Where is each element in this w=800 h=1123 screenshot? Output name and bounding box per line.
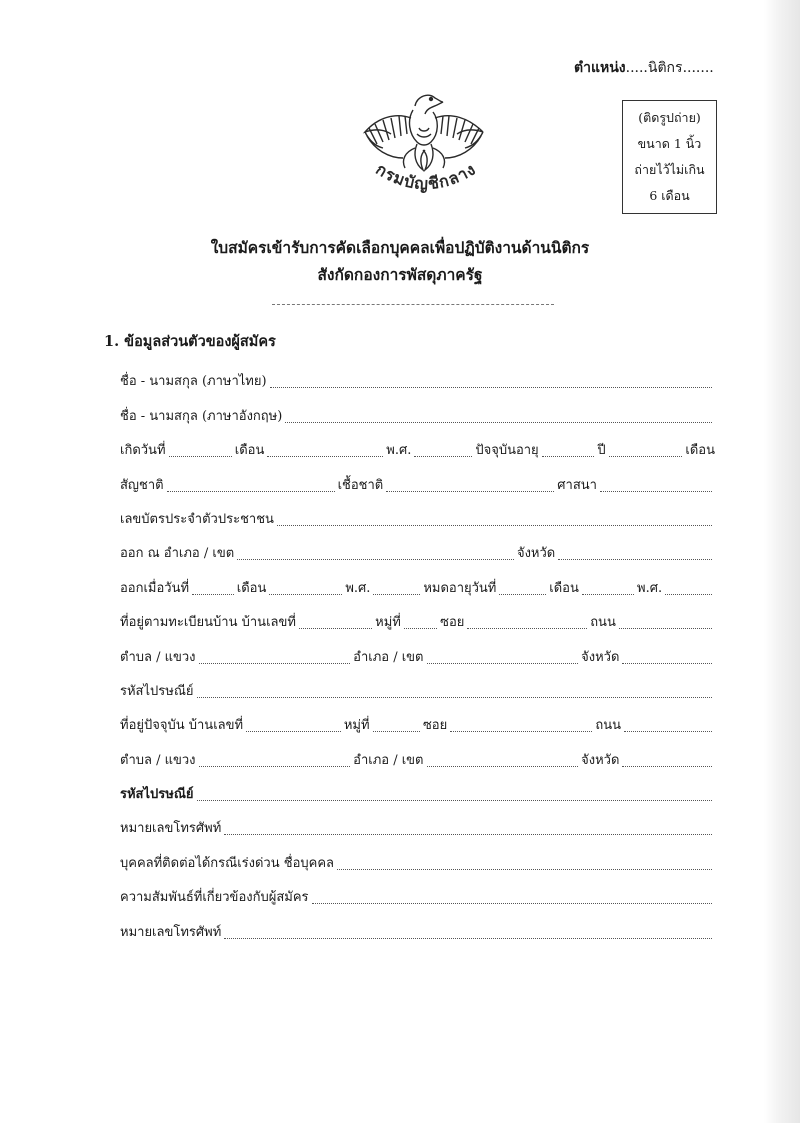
fill-in-blank[interactable] — [624, 731, 712, 732]
field-label: ออกเมื่อวันที่ — [120, 580, 190, 596]
field-label: ศาสนา — [557, 477, 597, 493]
fill-in-blank[interactable] — [267, 456, 383, 457]
field-label: ความสัมพันธ์ที่เกี่ยวข้องกับผู้สมัคร — [120, 890, 309, 906]
fill-in-blank[interactable] — [285, 422, 712, 423]
form-row — [120, 437, 715, 471]
title-divider — [272, 304, 554, 305]
photo-box — [622, 100, 717, 214]
field-label: พ.ศ. — [345, 580, 371, 596]
form-row — [120, 746, 715, 780]
field-label: พ.ศ. — [637, 580, 663, 596]
field-label: ซอย — [440, 615, 465, 631]
fill-in-blank[interactable] — [619, 628, 712, 629]
field-label: ถนน — [595, 718, 621, 734]
form-row — [120, 884, 715, 918]
section-heading: 1. ข้อมูลส่วนตัวของผู้สมัคร — [104, 333, 276, 350]
field-label: รหัสไปรษณีย์ — [120, 787, 194, 803]
form-row — [120, 506, 715, 540]
field-label: ที่อยู่ตามทะเบียนบ้าน บ้านเลขที่ — [120, 615, 296, 631]
field-label: เกิดวันที่ — [120, 443, 166, 459]
form-row — [120, 574, 715, 608]
fill-in-blank[interactable] — [167, 491, 335, 492]
fill-in-blank[interactable] — [450, 731, 592, 732]
form-row — [120, 402, 715, 436]
fill-in-blank[interactable] — [197, 697, 712, 698]
fill-in-blank[interactable] — [373, 594, 420, 595]
field-label: อำเภอ / เขต — [353, 649, 424, 665]
form-subtitle: สังกัดกองการพัสดุภาครัฐ — [317, 265, 483, 284]
field-label: พ.ศ. — [386, 443, 412, 459]
field-label: ออก ณ อำเภอ / เขต — [120, 546, 235, 562]
fill-in-blank[interactable] — [582, 594, 634, 595]
fill-in-blank[interactable] — [467, 628, 587, 629]
fill-in-blank[interactable] — [665, 594, 712, 595]
form-row — [120, 678, 715, 712]
fill-in-blank[interactable] — [197, 800, 712, 801]
field-label: เดือน — [549, 580, 579, 596]
fill-in-blank[interactable] — [269, 594, 342, 595]
field-label: เชื้อชาติ — [337, 477, 384, 493]
page-edge-shadow — [764, 0, 800, 1123]
field-label: รหัสไปรษณีย์ — [120, 683, 194, 699]
field-label: หมายเลขโทรศัพท์ — [120, 821, 222, 837]
fill-in-blank[interactable] — [622, 766, 712, 767]
form-row — [120, 368, 715, 402]
field-label: ชื่อ - นามสกุล (ภาษาอังกฤษ) — [120, 408, 283, 424]
field-label: เดือน — [234, 443, 265, 459]
fill-in-blank[interactable] — [169, 456, 232, 457]
fill-in-blank[interactable] — [199, 663, 351, 664]
fill-in-blank[interactable] — [427, 766, 579, 767]
fill-in-blank[interactable] — [270, 387, 712, 388]
field-label: เดือน — [685, 443, 715, 459]
form-row — [120, 918, 715, 952]
fill-in-blank[interactable] — [337, 869, 712, 870]
field-label: บุคคลที่ติดต่อได้กรณีเร่งด่วน ชื่อบุคคล — [120, 855, 334, 871]
garuda-seal-logo — [355, 88, 495, 208]
field-label: หมู่ที่ — [375, 615, 401, 631]
form-row — [120, 815, 715, 849]
field-label: ตำบล / แขวง — [120, 649, 196, 665]
position-value: นิติกร — [647, 60, 683, 76]
photo-box-line: (ติดรูปถ่าย) — [638, 110, 701, 125]
field-label: ตำบล / แขวง — [120, 752, 196, 768]
fill-in-blank[interactable] — [312, 903, 712, 904]
field-label: เดือน — [236, 580, 267, 596]
field-label: เลขบัตรประจำตัวประชาชน — [120, 511, 274, 527]
field-label: จังหวัด — [516, 546, 556, 562]
personal-info-fields — [120, 368, 715, 953]
fill-in-blank[interactable] — [299, 628, 372, 629]
fill-in-blank[interactable] — [246, 731, 341, 732]
fill-in-blank[interactable] — [427, 663, 579, 664]
fill-in-blank[interactable] — [199, 766, 351, 767]
position-line: ตำแหน่ง.....นิติกร....... — [574, 60, 714, 76]
field-label: ที่อยู่ปัจจุบัน บ้านเลขที่ — [120, 718, 244, 734]
form-title: ใบสมัครเข้ารับการคัดเลือกบุคคลเพื่อปฏิบัติงานด้านนิติกร — [210, 238, 590, 257]
field-label: ซอย — [422, 718, 448, 734]
fill-in-blank[interactable] — [600, 491, 712, 492]
fill-in-blank[interactable] — [277, 525, 712, 526]
form-row — [120, 609, 715, 643]
seal-text: กรมบัญชีกลาง — [372, 160, 480, 194]
form-row — [120, 849, 715, 883]
form-row — [120, 471, 715, 505]
field-label: จังหวัด — [581, 649, 620, 665]
fill-in-blank[interactable] — [237, 559, 514, 560]
fill-in-blank[interactable] — [609, 456, 683, 457]
form-row — [120, 712, 715, 746]
form-row — [120, 540, 715, 574]
field-label: ถนน — [590, 615, 616, 631]
fill-in-blank[interactable] — [192, 594, 234, 595]
fill-in-blank[interactable] — [224, 938, 712, 939]
fill-in-blank[interactable] — [542, 456, 595, 457]
photo-box-line: 6 เดือน — [649, 188, 690, 203]
fill-in-blank[interactable] — [622, 663, 712, 664]
field-label: หมายเลขโทรศัพท์ — [120, 924, 222, 940]
fill-in-blank[interactable] — [224, 834, 712, 835]
field-label: หมดอายุวันที่ — [423, 580, 497, 596]
fill-in-blank[interactable] — [414, 456, 472, 457]
fill-in-blank[interactable] — [499, 594, 546, 595]
fill-in-blank[interactable] — [404, 628, 437, 629]
fill-in-blank[interactable] — [558, 559, 712, 560]
form-row — [120, 781, 715, 815]
position-label: ตำแหน่ง — [574, 60, 626, 76]
fill-in-blank[interactable] — [373, 731, 420, 732]
field-label: ชื่อ - นามสกุล (ภาษาไทย) — [120, 374, 267, 390]
field-label: อำเภอ / เขต — [353, 752, 424, 768]
field-label: สัญชาติ — [120, 477, 164, 493]
photo-box-line: ขนาด 1 นิ้ว — [637, 136, 702, 151]
field-label: จังหวัด — [581, 752, 620, 768]
field-label: ปี — [597, 443, 606, 459]
fill-in-blank[interactable] — [386, 491, 554, 492]
field-label: หมู่ที่ — [343, 718, 370, 734]
form-row — [120, 643, 715, 677]
field-label: ปัจจุบันอายุ — [475, 443, 539, 459]
photo-box-line: ถ่ายไว้ไม่เกิน — [634, 162, 705, 177]
